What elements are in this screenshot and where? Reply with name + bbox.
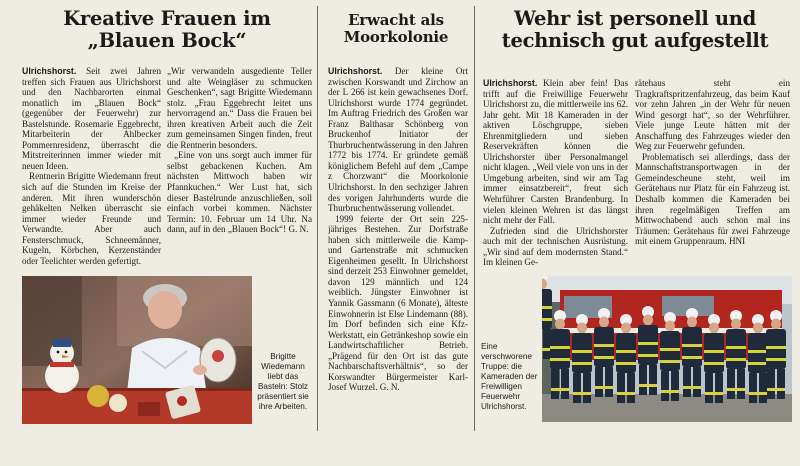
- photo-feuerwehr: [542, 276, 792, 422]
- photo-illustration: [22, 276, 252, 424]
- dateline: Ulrichshorst.: [22, 66, 77, 76]
- article-wehr: [478, 0, 792, 52]
- paragraph: rätehaus steht ein Tragkraftspritzenfahrzeug, das beim Kauf vor zehn Jahren „in der Wehr für neuen Wind gesorgt hat“, so der Wehrführer. Viele junge Leute hätten mit der Anschaffung des Fahrzeuges wieder den Weg zur Feuerwehr gefunden.: [635, 78, 790, 152]
- headline-line-1: Kreative Frauen im: [63, 7, 271, 30]
- headline-line-2: technisch gut aufgestellt: [501, 28, 769, 52]
- paragraph: „Eine von uns sorgt auch immer für selbst gebackenen Kuchen. Am nächsten Mittwoch haben wir Pfannkuchen.“ Wer Lust hat, sich dieser Bastelrunde anzuschließen, soll einfach vorbei kommen. Nächster Termin: 10. Februar um 14 Uhr. Na dann, auf in den „Blauen Bock“! G. N.: [167, 150, 312, 235]
- paragraph: Rentnerin Brigitte Wiedemann freut sich auf die Stunden im Kreise der anderen. Mit ihren wunderschön gehäkelten Nelken überrascht sie immer wieder Freunde und Verwandte. Aber auch Fensterschmuck, Schneemänner, Kugeln, Körbchen, Kerzenständer oder Teelichter werden gefertigt.: [22, 171, 161, 266]
- headline-kreative-frauen: [22, 0, 312, 52]
- photo-caption-right: Eine verschworene Truppe: die Kameraden der Freiwilligen Feuerwehr Ulrichshorst.: [481, 342, 538, 411]
- paragraph: Zufrieden sind die Ulrichshorster auch mit der technischen Ausrüstung. „Wir sind auf dem modernsten Stand.“ Im kleinen Ge-: [483, 225, 628, 268]
- signature: G. N.: [288, 224, 309, 235]
- headline-line-1: Erwacht als: [348, 11, 444, 29]
- column-rule-right: [474, 6, 475, 431]
- paragraph: Ulrichshorst. Klein aber fein! Das trifft auf die Freiwillige Feuerwehr Ulrichshorst zu, die mittlerweile ins 62. Jahr geht. Mit 18 Kameraden in der aktiven Löschgruppe, sieben Ehrenmitgliedern und sieben Reservekräften können die Ulrichshorster über Personalmangel nicht klagen. „Weil viele von uns in der Umgebung arbeiten, sind wir am Tag immer einsatzbereit“, freut sich Wehrführer Carsten Brandenburg. In vielen kleinen Wehren ist das längst nicht mehr der Fall.: [483, 78, 628, 226]
- photo-illustration-fire-brigade: [542, 276, 792, 422]
- article-moorkolonie: [322, 0, 470, 46]
- headline-moorkolonie: [322, 0, 470, 46]
- article-middle-body: [328, 66, 468, 428]
- dateline: Ulrichshorst.: [483, 78, 538, 88]
- article-left-column-2: [167, 66, 312, 274]
- headline-wehr: [478, 0, 792, 52]
- paragraph: Problematisch sei allerdings, dass der Mannschaftstransportwagen in der Gemeindescheune steht, weil im Gerätehaus nur Platz für ein Fahrzeug ist. Deshalb kommen die Kameraden bei ihren regelmäßigen Treffen am Mittwochabend auch schon mal ins Träumen: Gerätehaus für zwei Fahrzeuge mit einem Gruppenraum. HNI: [635, 151, 790, 247]
- photo-caption-left: Brigitte Wiedemann liebt das Basteln: Stolz präsentiert sie ihre Arbeiten.: [257, 352, 309, 411]
- article-kreative-frauen: [22, 0, 312, 52]
- article-left-column-1: [22, 66, 161, 274]
- article-right-column-2: [635, 78, 790, 275]
- paragraph: „Wir verwandeln ausgediente Teller und alte Weingläser zu schmucken Geschenken“, sagt Brigitte Wiedemann stolz. „Frau Eggebrecht leitet uns hervorragend an.“ Dass die Frauen bei ihren kreativen Arbeit auch die Zeit zum gemeinsamen Singen finden, freut die Rentnerin besonders.: [167, 66, 312, 150]
- headline-line-2: Moorkolonie: [343, 27, 449, 46]
- dateline: Ulrichshorst.: [328, 66, 383, 76]
- signature: HNI: [728, 236, 746, 247]
- paragraph: Ulrichshorst. Seit zwei Jahren treffen sich Frauen aus Ulrichshorst und den Nachbarorten einmal monatlich im „Blauen Bock“ (gegenüber der Feuerwehr) zur Bastelstunde. Rosemarie Eggebrecht, Mitarbeiterin der Ahlbecker Pommernresidenz, überrascht die Mitstreiterinnen immer wieder mit neuen Ideen.: [22, 66, 161, 171]
- headline-line-2: „Blauen Bock“: [87, 28, 247, 52]
- paragraph: Ulrichshorst. Der kleine Ort zwischen Korswandt und Zirchow an der L 266 ist kein gewachsenes Dorf. Ulrichshorst wurde 1774 gegründet. Im Auftrag Friedrich des Großen war Franz Balthasar Schönberg von Bruckenhof Initiator der Thurbruchentwässerung in den Jahren 1772 bis 1774. Er gründete gemäß königlichem Befehl auf dem „Campe z Chorzwant“ die Moorkolonie Ulrichshorst. In den sechziger Jahren des vorigen Jahrhunderts wurde die Thurbruchentwässerung vollendet.: [328, 66, 468, 214]
- photo-brigitte-wiedemann: [22, 276, 252, 424]
- signature: G. N.: [379, 382, 400, 393]
- paragraph: 1999 feierte der Ort sein 225-jähriges Bestehen. Zur Dorfstraße haben sich mittlerweile die Kamp- und Gartenstraße mit schmucken Eigenheimen gesellt. In Ulrichshorst sind derzeit 253 Einwohner gemeldet, davon 129 männlich und 124 weiblich. Jüngster Einwohner ist Yannik Gassmann (6 Monate), älteste Einwohnerin ist Else Lindemann (88). Im Dorf befinden sich eine Kfz-Werkstatt, ein Getränkeshop sowie ein Landwirtschaftlicher Betrieb. „Prägend für den Ort ist das gute Nachbarschaftsverhältnis“, so der Korswandter Bürgermeister Karl-Josef Wurzel. G. N.: [328, 213, 468, 393]
- article-right-column-1: [483, 78, 628, 275]
- column-rule-left: [317, 6, 318, 431]
- headline-line-1: Wehr ist personell und: [513, 7, 757, 30]
